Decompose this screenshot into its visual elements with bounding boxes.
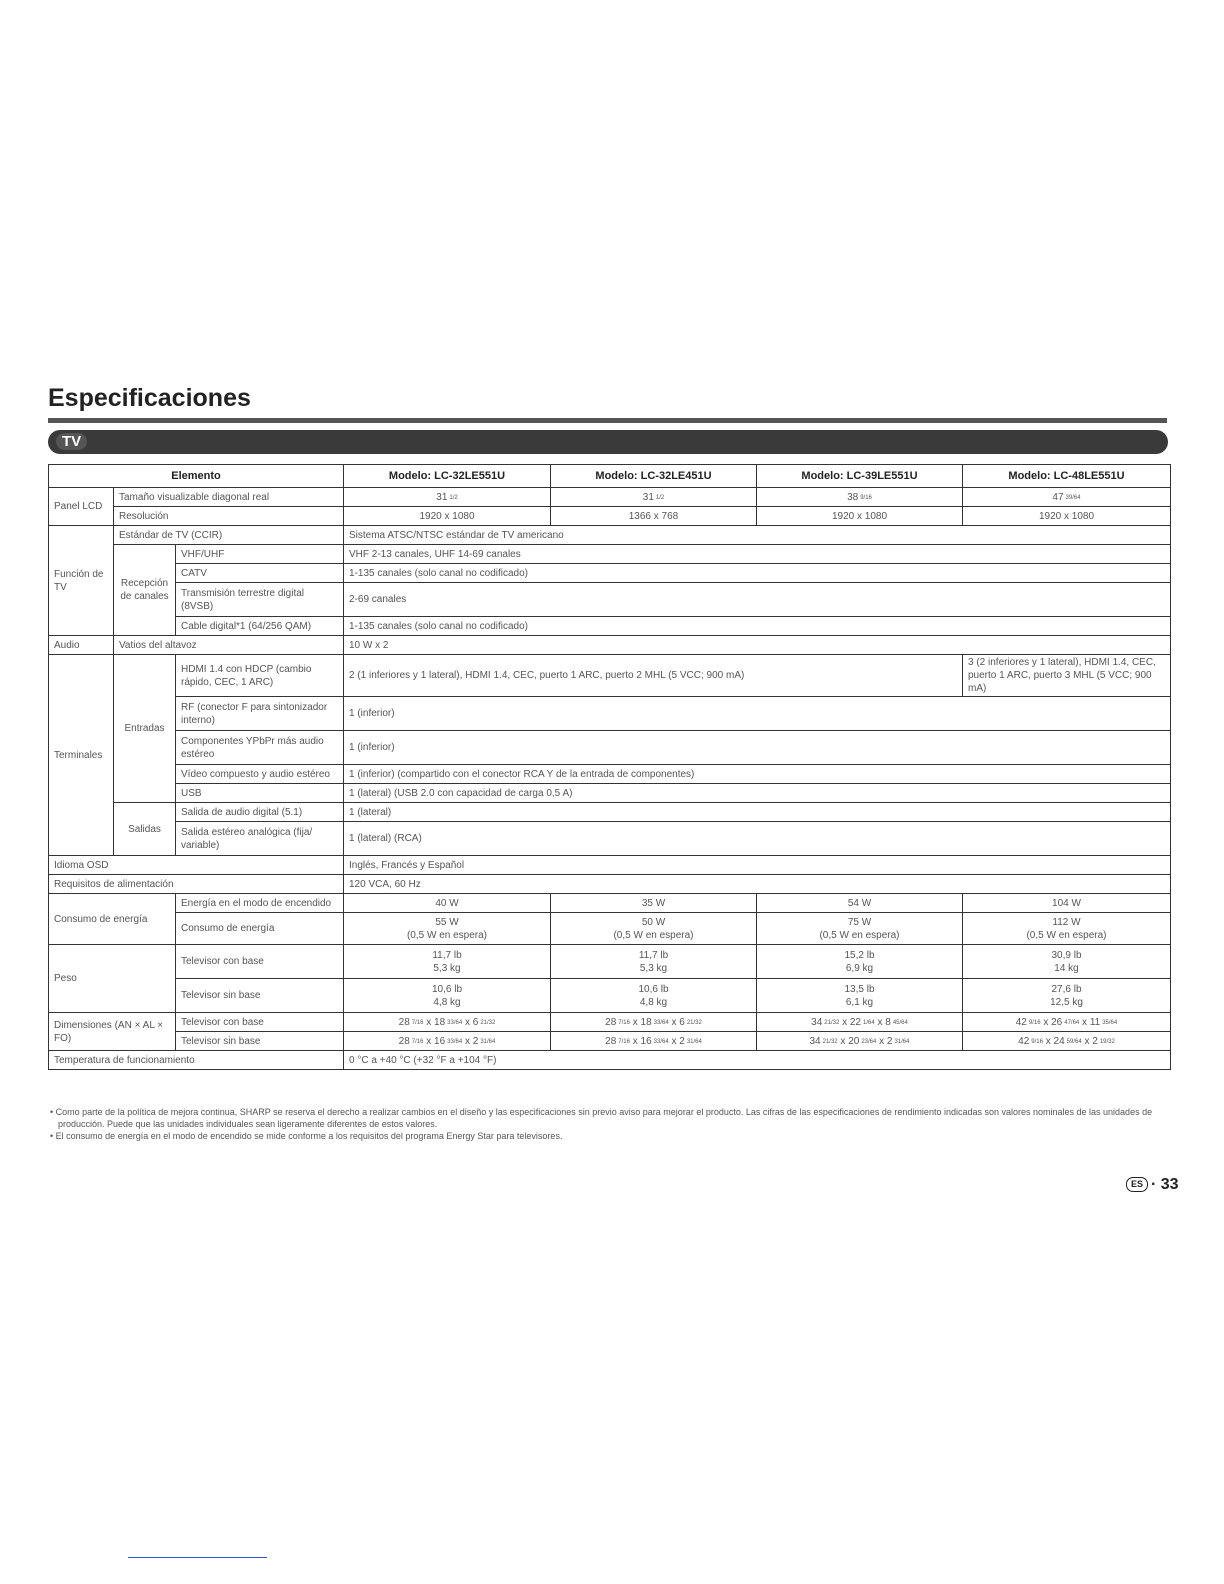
table-row (49, 488, 1171, 507)
row-label: Salida de audio digital (5.1) (176, 803, 344, 822)
row-label: VHF/UHF (176, 545, 344, 564)
weight-value: 11,7 lb 5,3 kg (551, 945, 757, 979)
row-label: USB (176, 784, 344, 803)
dimension-value: 28 $^{7/16}$ x 18 $^{33/64}$ x 6 $^{21/32}$ (344, 1013, 551, 1032)
power-on-value: 40 W (344, 894, 551, 913)
power-on-value: 104 W (963, 894, 1171, 913)
dimension-value: 34 $^{21/32}$ x 22 $^{1/64}$ x 8 $^{45/64}$ (757, 1013, 963, 1032)
table-row (49, 875, 1171, 894)
subgroup-label: Recepción de canales (114, 545, 176, 636)
weight-value: 10,6 lb 4,8 kg (551, 979, 757, 1013)
row-label: Idioma OSD (49, 856, 344, 875)
spec-table (48, 464, 1171, 1070)
table-row (49, 784, 1171, 803)
title-rule (48, 418, 1167, 423)
page-number-text: · 33 (1151, 1176, 1179, 1193)
group-label: Función de TV (49, 526, 114, 636)
row-label: Resolución (114, 507, 344, 526)
row-label: Televisor sin base (176, 979, 344, 1013)
table-row (49, 945, 1171, 979)
consumption-value: 55 W (0,5 W en espera) (344, 913, 551, 945)
row-label: Transmisión terrestre digital (8VSB) (176, 583, 344, 617)
row-label: Televisor con base (176, 1013, 344, 1032)
row-value: Inglés, Francés y Español (344, 856, 1171, 875)
power-on-value: 54 W (757, 894, 963, 913)
row-value: 1 (inferior) (344, 731, 1171, 765)
table-row (49, 803, 1171, 822)
weight-value: 13,5 lb 6,1 kg (757, 979, 963, 1013)
weight-value: 27,6 lb 12,5 kg (963, 979, 1171, 1013)
consumption-value: 112 W (0,5 W en espera) (963, 913, 1171, 945)
group-label: Panel LCD (49, 488, 114, 526)
table-row (49, 636, 1171, 655)
footnotes (50, 1106, 1160, 1142)
row-label: Vatios del altavoz (114, 636, 344, 655)
table-row (49, 913, 1171, 945)
language-badge: ES (1126, 1177, 1148, 1192)
size-value: 31 $^{1/2}$ (344, 488, 551, 507)
row-label: HDMI 1.4 con HDCP (cambio rápido, CEC, 1 ARC) (176, 655, 344, 697)
row-value: 0 °C a +40 °C (+32 °F a +104 °F) (344, 1051, 1171, 1070)
page-title: Especificaciones (48, 384, 251, 412)
row-value: Sistema ATSC/NTSC estándar de TV americano (344, 526, 1171, 545)
row-value: 1 (inferior) (344, 697, 1171, 731)
row-value: 1 (lateral) (USB 2.0 con capacidad de carga 0,5 A) (344, 784, 1171, 803)
row-value: 1-135 canales (solo canal no codificado) (344, 564, 1171, 583)
row-label: Televisor sin base (176, 1032, 344, 1051)
row-label: Salida estéreo analógica (fija/ variable) (176, 822, 344, 856)
group-label: Audio (49, 636, 114, 655)
table-row (49, 583, 1171, 617)
row-label: Cable digital*1 (64/256 QAM) (176, 617, 344, 636)
row-label: CATV (176, 564, 344, 583)
row-label: Componentes YPbPr más audio estéreo (176, 731, 344, 765)
weight-value: 15,2 lb 6,9 kg (757, 945, 963, 979)
row-label: Consumo de energía (176, 913, 344, 945)
footer-link-line (128, 1557, 267, 1558)
row-value: 1 (lateral) (RCA) (344, 822, 1171, 856)
group-label: Dimensiones (AN × AL × FO) (49, 1013, 176, 1051)
header-model-2: Modelo: LC-32LE451U (551, 465, 757, 488)
footnote: • El consumo de energía en el modo de encendido se mide conforme a los requisitos del programa Energy Star para televisores. (50, 1131, 563, 1142)
row-value: 1-135 canales (solo canal no codificado) (344, 617, 1171, 636)
table-row (49, 697, 1171, 731)
header-model-4: Modelo: LC-48LE551U (963, 465, 1171, 488)
dimension-value: 28 $^{7/16}$ x 18 $^{33/64}$ x 6 $^{21/32}$ (551, 1013, 757, 1032)
table-row (49, 1051, 1171, 1070)
size-value: 47 $^{39/64}$ (963, 488, 1171, 507)
dimension-value: 42 $^{9/16}$ x 24 $^{59/64}$ x 2 $^{19/32}$ (963, 1032, 1171, 1051)
row-label: Tamaño visualizable diagonal real (114, 488, 344, 507)
row-value: 120 VCA, 60 Hz (344, 875, 1171, 894)
consumption-value: 50 W (0,5 W en espera) (551, 913, 757, 945)
row-label: RF (conector F para sintonizador interno) (176, 697, 344, 731)
table-row (49, 545, 1171, 564)
table-row (49, 526, 1171, 545)
dimension-value: 42 $^{9/16}$ x 26 $^{47/64}$ x 11 $^{35/64}$ (963, 1013, 1171, 1032)
group-label: Consumo de energía (49, 894, 176, 945)
table-row (49, 617, 1171, 636)
table-row (49, 1013, 1171, 1032)
table-row (49, 822, 1171, 856)
table-row (49, 856, 1171, 875)
subgroup-label: Salidas (114, 803, 176, 856)
section-bar (48, 430, 1168, 454)
size-value: 31 $^{1/2}$ (551, 488, 757, 507)
footnote: • Como parte de la política de mejora continua, SHARP se reserva el derecho a realizar cambios en el diseño y las especificaciones sin previo aviso para mejorar el producto. Las cifras de las especificaciones de rendimiento indicadas son valores nominales de las unidades de producción. Puede que las unidades individuales sean ligeramente diferentes de estos valores. (50, 1107, 1153, 1130)
header-item: Elemento (49, 465, 344, 488)
row-label: Vídeo compuesto y audio estéreo (176, 765, 344, 784)
row-value: 2-69 canales (344, 583, 1171, 617)
weight-value: 30,9 lb 14 kg (963, 945, 1171, 979)
subgroup-label: Entradas (114, 655, 176, 803)
group-label: Peso (49, 945, 176, 1013)
size-value: 38 $^{9/16}$ (757, 488, 963, 507)
resolution-value: 1920 x 1080 (963, 507, 1171, 526)
header-row (49, 465, 1171, 488)
row-value: 3 (2 inferiores y 1 lateral), HDMI 1.4, CEC, puerto 1 ARC, puerto 3 MHL (5 VCC; 900 mA) (963, 655, 1171, 697)
resolution-value: 1366 x 768 (551, 507, 757, 526)
resolution-value: 1920 x 1080 (344, 507, 551, 526)
row-value: 1 (lateral) (344, 803, 1171, 822)
page-number (1126, 1176, 1179, 1194)
consumption-value: 75 W (0,5 W en espera) (757, 913, 963, 945)
row-value: VHF 2-13 canales, UHF 14-69 canales (344, 545, 1171, 564)
weight-value: 11,7 lb 5,3 kg (344, 945, 551, 979)
dimension-value: 28 $^{7/16}$ x 16 $^{33/64}$ x 2 $^{31/64}$ (344, 1032, 551, 1051)
table-row (49, 731, 1171, 765)
section-label: TV (56, 433, 87, 450)
row-label: Televisor con base (176, 945, 344, 979)
table-row (49, 765, 1171, 784)
header-model-3: Modelo: LC-39LE551U (757, 465, 963, 488)
row-label: Energía en el modo de encendido (176, 894, 344, 913)
table-row (49, 894, 1171, 913)
row-value: 10 W x 2 (344, 636, 1171, 655)
table-row (49, 507, 1171, 526)
row-label: Temperatura de funcionamiento (49, 1051, 344, 1070)
weight-value: 10,6 lb 4,8 kg (344, 979, 551, 1013)
resolution-value: 1920 x 1080 (757, 507, 963, 526)
table-row (49, 979, 1171, 1013)
row-value: 1 (inferior) (compartido con el conector RCA Y de la entrada de componentes) (344, 765, 1171, 784)
group-label: Terminales (49, 655, 114, 856)
table-row (49, 1032, 1171, 1051)
table-row (49, 564, 1171, 583)
table-row (49, 655, 1171, 697)
dimension-value: 28 $^{7/16}$ x 16 $^{33/64}$ x 2 $^{31/64}$ (551, 1032, 757, 1051)
row-label: Requisitos de alimentación (49, 875, 344, 894)
dimension-value: 34 $^{21/32}$ x 20 $^{23/64}$ x 2 $^{31/64}$ (757, 1032, 963, 1051)
power-on-value: 35 W (551, 894, 757, 913)
row-value: 2 (1 inferiores y 1 lateral), HDMI 1.4, CEC, puerto 1 ARC, puerto 2 MHL (5 VCC; 900 mA) (344, 655, 963, 697)
header-model-1: Modelo: LC-32LE551U (344, 465, 551, 488)
row-label: Estándar de TV (CCIR) (114, 526, 344, 545)
